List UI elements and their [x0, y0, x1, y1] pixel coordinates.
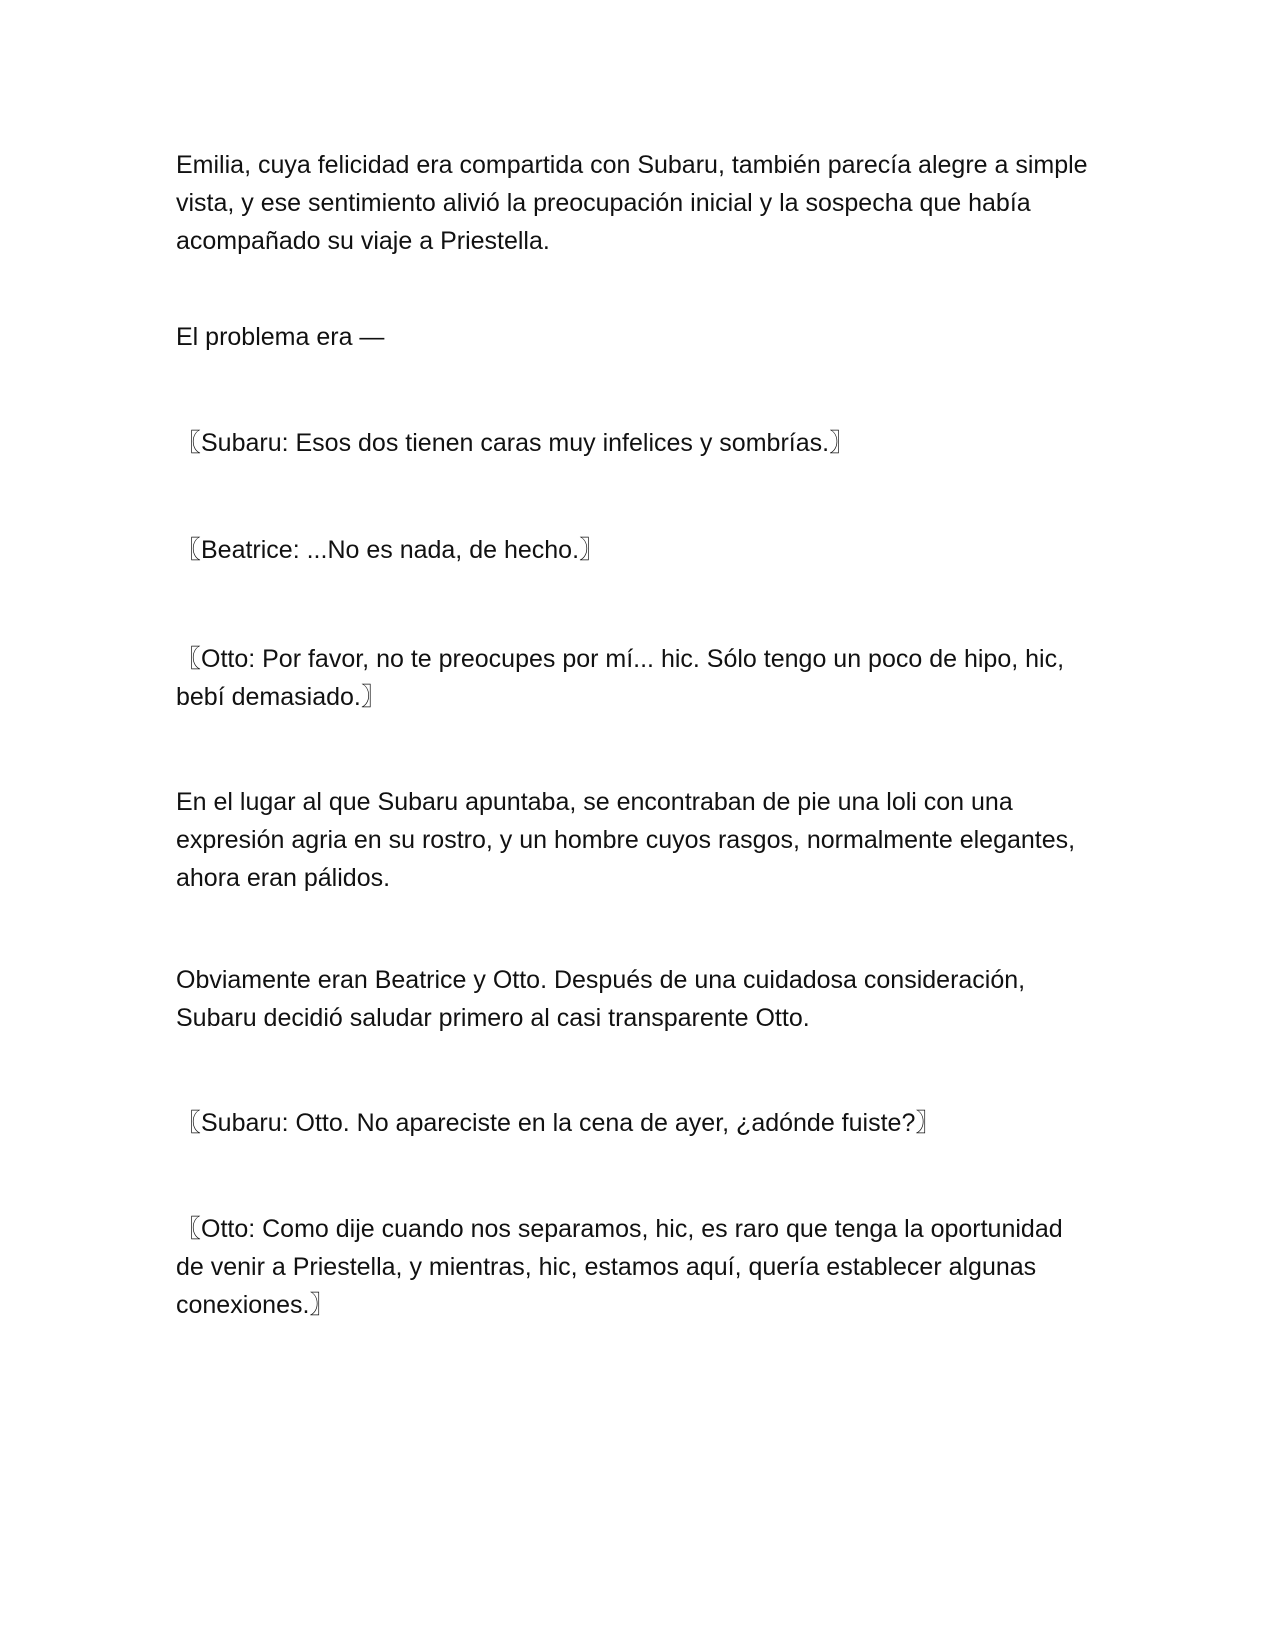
- dialogue-subaru-dinner: 〖Subaru: Otto. No apareciste en la cena de ayer, ¿adónde fuiste?〗: [176, 1109, 941, 1137]
- paragraph-emilia-relief: Emilia, cuya felicidad era compartida con Subaru, también parecía alegre a simple vista, y ese sentimiento alivió la preocupación inicial y la sospecha que había acompañado su viaje a Priestella.: [176, 151, 1088, 255]
- dialogue-subaru-faces: 〖Subaru: Esos dos tienen caras muy infelices y sombrías.〗: [176, 429, 855, 457]
- paragraph-beatrice-otto: Obviamente eran Beatrice y Otto. Después de una cuidadosa consideración, Subaru decidió saludar primero al casi transparente Otto.: [176, 966, 1026, 1032]
- dialogue-otto-hiccups: 〖Otto: Por favor, no te preocupes por mí... hic. Sólo tengo un poco de hipo, hic, bebí demasiado.〗: [176, 645, 1065, 711]
- dialogue-otto-connections: 〖Otto: Como dije cuando nos separamos, hic, es raro que tenga la oportunidad de venir a Priestella, y mientras, hic, estamos aquí, quería establecer algunas conexiones.〗: [176, 1215, 1063, 1319]
- paragraph-loli-and-man: En el lugar al que Subaru apuntaba, se encontraban de pie una loli con una expresión agria en su rostro, y un hombre cuyos rasgos, normalmente elegantes, ahora eran pálidos.: [176, 788, 1076, 892]
- paragraph-problem: El problema era —: [176, 323, 385, 351]
- dialogue-beatrice-nothing: 〖Beatrice: ...No es nada, de hecho.〗: [176, 536, 605, 564]
